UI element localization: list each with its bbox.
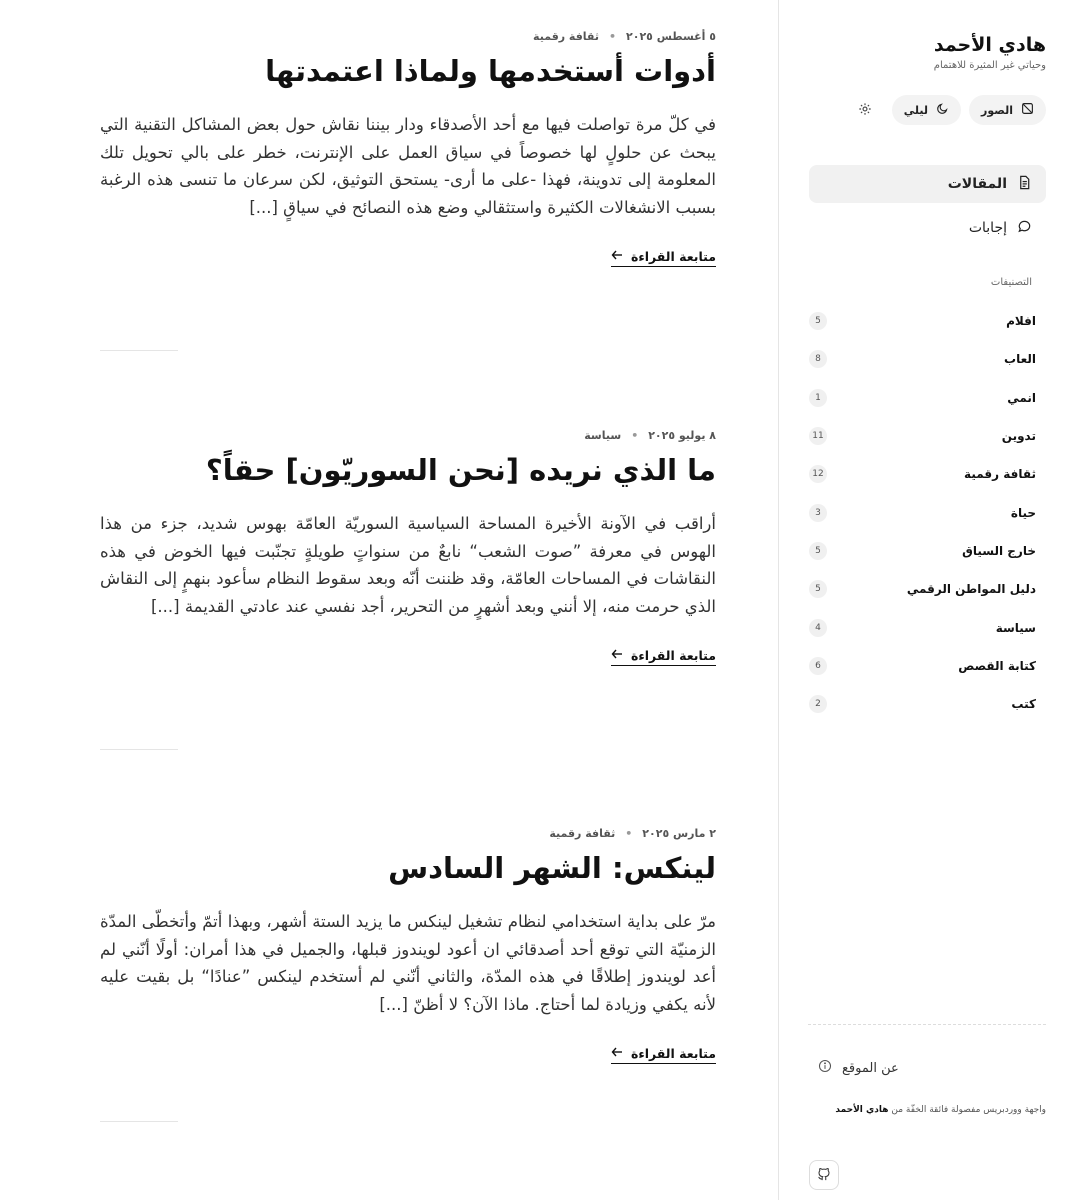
category-label: العاب bbox=[1004, 352, 1036, 367]
toggle-row bbox=[809, 95, 1046, 125]
footer-credit bbox=[806, 1105, 1046, 1115]
post-meta bbox=[100, 429, 716, 442]
category-label: دليل المواطن الرقمي bbox=[906, 582, 1036, 597]
site-tagline: وحياتي غير المثيرة للاهتمام bbox=[933, 60, 1046, 71]
category-count-badge: 6 bbox=[809, 657, 827, 675]
post-divider bbox=[100, 350, 178, 351]
document-icon bbox=[1017, 175, 1032, 194]
post-date: ٨ يوليو ٢٠٢٥ bbox=[648, 429, 716, 442]
night-mode-label: ليلي bbox=[903, 103, 929, 117]
site-title[interactable]: هادي الأحمد bbox=[933, 34, 1046, 56]
category-item[interactable] bbox=[809, 340, 1036, 378]
credit-text: واجهة ووردبريس مفصولة فائقة الخفّة من bbox=[891, 1105, 1046, 1115]
nav-item-answers[interactable] bbox=[809, 209, 1046, 247]
nav-item-articles-label: المقالات bbox=[947, 176, 1007, 192]
post-meta bbox=[100, 30, 716, 43]
category-item[interactable] bbox=[809, 417, 1036, 455]
arrow-left-icon bbox=[611, 648, 623, 663]
category-count-badge: 11 bbox=[809, 427, 827, 445]
category-label: كتب bbox=[1011, 697, 1036, 712]
meta-separator-dot: • bbox=[625, 827, 633, 840]
chat-bubble-icon bbox=[1017, 219, 1032, 238]
post-category-link[interactable]: ثقافة رقمية bbox=[549, 827, 616, 840]
category-count-badge: 12 bbox=[809, 465, 827, 483]
category-count-badge: 5 bbox=[809, 542, 827, 560]
post-date: ٥ أغسطس ٢٠٢٥ bbox=[626, 30, 716, 43]
read-more-label: متابعة القراءة bbox=[630, 249, 716, 264]
category-count-badge: 2 bbox=[809, 695, 827, 713]
nav-item-articles[interactable] bbox=[809, 165, 1046, 203]
photos-toggle-label: الصور bbox=[981, 103, 1013, 117]
category-item[interactable] bbox=[809, 493, 1036, 531]
post-title[interactable]: ما الذي نريده [نحن السوريّون] حقاً؟ bbox=[205, 453, 716, 487]
category-item[interactable] bbox=[809, 647, 1036, 685]
gear-icon bbox=[858, 101, 872, 120]
category-label: خارج السياق bbox=[962, 543, 1036, 558]
github-icon bbox=[817, 1166, 831, 1185]
arrow-left-icon bbox=[611, 1046, 623, 1061]
sidebar bbox=[778, 0, 1092, 1200]
night-mode-toggle-button[interactable] bbox=[892, 95, 961, 125]
photos-toggle-button[interactable] bbox=[969, 95, 1046, 125]
category-count-badge: 5 bbox=[809, 312, 827, 330]
arrow-left-icon bbox=[611, 249, 623, 264]
category-item[interactable] bbox=[809, 570, 1036, 608]
category-label: حياة bbox=[1010, 505, 1036, 520]
read-more-label: متابعة القراءة bbox=[630, 1046, 716, 1061]
image-off-icon bbox=[1021, 102, 1034, 118]
category-label: سياسة bbox=[995, 620, 1036, 635]
category-item[interactable] bbox=[809, 608, 1036, 646]
sidebar-divider bbox=[808, 1024, 1046, 1025]
about-label: عن الموقع bbox=[842, 1060, 899, 1076]
post-card bbox=[100, 429, 716, 666]
category-count-badge: 3 bbox=[809, 504, 827, 522]
post-title[interactable]: لينكس: الشهر السادس bbox=[388, 851, 716, 885]
category-count-badge: 4 bbox=[809, 619, 827, 637]
post-title[interactable]: أدوات أستخدمها ولماذا اعتمدتها bbox=[265, 54, 716, 88]
meta-separator-dot: • bbox=[631, 429, 639, 442]
post-excerpt: مرّ على بداية استخدامي لنظام تشغيل لينكس ما يزيد الستة أشهر، وبهذا أتمّ وأتخطّى المدّة الزمنيّة التي توقع أحد أصدقائي ان أعود لويندوز قبلها، والجميل في هذا أمران: أولًا أنّني لم أعد لويندوز إطلاقًا في هذه المدّة، والثاني أنّني لم أستخدم لينكس ”عنادًا“ بل بقيت عليه لأنه يكفي وزيادة لما أحتاج. ماذا الآن؟ لا أظنّ [...] bbox=[100, 912, 716, 1014]
categories-heading: التصنيفات bbox=[990, 277, 1032, 288]
category-label: افلام bbox=[1006, 314, 1036, 329]
read-more-link[interactable] bbox=[611, 1046, 716, 1064]
post-category-link[interactable]: ثقافة رقمية bbox=[533, 30, 599, 43]
category-label: كتابة القصص bbox=[958, 658, 1036, 673]
settings-button[interactable] bbox=[850, 95, 880, 125]
moon-icon bbox=[936, 102, 949, 118]
category-item[interactable] bbox=[809, 532, 1036, 570]
post-divider bbox=[100, 749, 178, 750]
post-excerpt: في كلّ مرة تواصلت فيها مع أحد الأصدقاء ودار بيننا نقاش حول بعض المشاكل التقنية التي يبحث عن حلولٍ لها خصوصاً في سياق العمل على الإنترنت، خطر على بالي تحويل تلك المعلومة إلى تدوينة، فهذا -على ما أرى- يستحق التوثيق، لكن سرعان ما تنسى هذه الرغبة بسبب الانشغالات الكثيرة واستثقالي وضع هذه النصائح في سياقٍ [...] bbox=[100, 115, 716, 217]
category-item[interactable] bbox=[809, 379, 1036, 417]
read-more-link[interactable] bbox=[611, 249, 716, 267]
read-more-label: متابعة القراءة bbox=[630, 648, 716, 663]
info-icon bbox=[818, 1059, 832, 1077]
post-card bbox=[100, 827, 716, 1064]
category-count-badge: 1 bbox=[809, 389, 827, 407]
post-meta bbox=[100, 827, 716, 840]
post-date: ٢ مارس ٢٠٢٥ bbox=[642, 827, 716, 840]
category-count-badge: 8 bbox=[809, 350, 827, 368]
category-label: تدوين bbox=[1001, 429, 1036, 444]
categories-list bbox=[809, 302, 1046, 723]
post-excerpt: أراقب في الآونة الأخيرة المساحة السياسية السوريّة العامّة بهوس شديد، جزء من هذا الهوس في معرفة ”صوت الشعب“ نابعٌ من سنواتٍ طويلةٍ تجنّبت فيها الخوض في هذه النقاشات في المساحات العامّة، وقد ظننت أنّه وبعد سقوط النظام سأعود بنهمٍ إلى النقاش الذي حرمت منه، إلا أنني وبعد أشهرٍ من التحرير، أجد نفسي عند عادتي القديمة [...] bbox=[100, 514, 716, 616]
post-divider bbox=[100, 1121, 178, 1122]
about-link[interactable] bbox=[808, 1054, 1046, 1082]
category-label: ثقافة رقمية bbox=[964, 467, 1036, 482]
category-label: انمي bbox=[1007, 390, 1036, 405]
read-more-link[interactable] bbox=[611, 648, 716, 666]
category-item[interactable] bbox=[809, 302, 1036, 340]
nav-item-answers-label: إجابات bbox=[968, 220, 1007, 236]
meta-separator-dot: • bbox=[608, 30, 617, 43]
category-count-badge: 5 bbox=[809, 580, 827, 598]
category-item[interactable] bbox=[809, 685, 1036, 723]
credit-author-link[interactable]: هادي الأحمد bbox=[835, 1105, 889, 1115]
main-nav bbox=[809, 165, 1046, 247]
category-item[interactable] bbox=[809, 455, 1036, 493]
github-button[interactable] bbox=[809, 1160, 839, 1190]
post-card bbox=[100, 30, 716, 267]
post-category-link[interactable]: سياسة bbox=[584, 429, 622, 442]
